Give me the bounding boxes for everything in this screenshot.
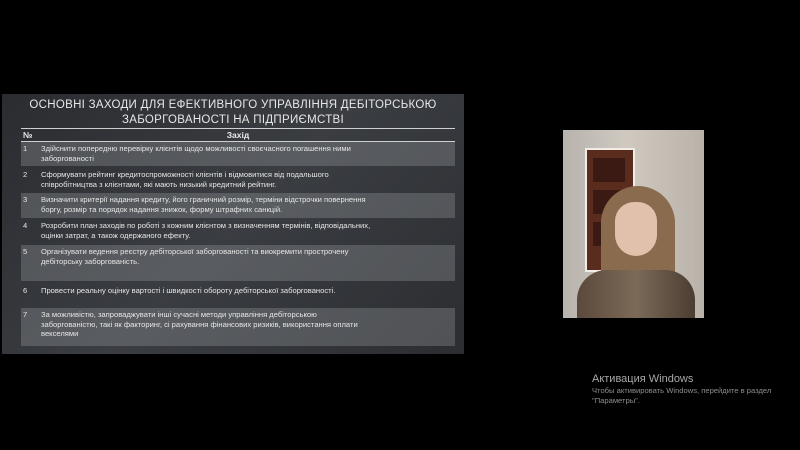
- row-text-line: боргу, розмір та порядок надання знижок, форму штрафних санкцій.: [41, 204, 283, 214]
- table-row: [21, 245, 455, 281]
- row-text: [41, 286, 451, 296]
- row-text-line: заборгованістю, такі як факторинг, сі рахування фінансових ризиків, використання оплати: [41, 319, 358, 329]
- door-pane: [593, 158, 625, 182]
- row-number: 6: [23, 286, 28, 295]
- table-row: [21, 142, 455, 166]
- row-number: 1: [23, 144, 28, 153]
- table-row: [21, 308, 455, 346]
- watermark-line-2: "Параметры".: [592, 396, 640, 405]
- row-text-line: Здійснити попередню перевірку клієнтів щодо можливості своєчасного погашення ними: [41, 144, 351, 153]
- row-text-line: співробітництва з клієнтами, які мають низький кредитний рейтинг.: [41, 179, 277, 189]
- table-row: [21, 219, 455, 243]
- row-text-line: оцінки затрат, а також одержаного ефекту.: [41, 230, 191, 240]
- row-text: [41, 170, 451, 189]
- row-text-line: Розробити план заходів по роботі з кожним клієнтом з визначенням термінів, відповідальних,: [41, 221, 371, 230]
- row-number: 5: [23, 247, 28, 256]
- participant-shirt: [577, 270, 695, 318]
- row-text: [41, 310, 451, 339]
- row-number: 7: [23, 310, 28, 319]
- slide-title-line-2: ЗАБОРГОВАНОСТІ НА ПІДПРИЄМСТВІ: [121, 114, 344, 126]
- table-header: [21, 128, 455, 142]
- presentation-slide: [2, 94, 464, 354]
- participant-video-tile[interactable]: [563, 130, 704, 318]
- table-row: [21, 168, 455, 192]
- table-row: [21, 193, 455, 218]
- windows-activation-watermark: [592, 372, 771, 406]
- row-text: [41, 195, 451, 214]
- row-text-line: Організувати ведення реєстру дебіторської заборгованості та виокремити прострочену: [41, 247, 349, 256]
- row-text-line: векселями: [41, 329, 79, 339]
- row-number: 4: [23, 221, 28, 230]
- row-text-line: Провести реальну оцінку вартості і швидкості обороту дебіторської заборгованості.: [41, 286, 336, 295]
- slide-title-line-1: ОСНОВНІ ЗАХОДИ ДЛЯ ЕФЕКТИВНОГО УПРАВЛІННЯ ДЕБІТОРСЬКОЮ: [29, 99, 437, 111]
- row-text: [41, 247, 451, 266]
- row-text-line: За можливістю, запроваджувати інші сучасні методи управління дебіторською: [41, 310, 317, 319]
- column-header-measure: Захід: [226, 130, 250, 140]
- slide-title: [2, 98, 464, 128]
- row-number: 3: [23, 195, 28, 204]
- watermark-line-1: Чтобы активировать Windows, перейдите в раздел: [592, 386, 772, 395]
- watermark-title: Активация Windows: [592, 373, 694, 385]
- row-text: [41, 144, 451, 163]
- row-text-line: Визначити критерії надання кредиту, його граничний розмір, терміни відстрочки повернення: [41, 195, 366, 204]
- row-number: 2: [23, 170, 28, 179]
- row-text: [41, 221, 451, 240]
- table-row: [21, 284, 455, 304]
- column-header-number: №: [23, 130, 33, 140]
- participant-face: [615, 202, 657, 256]
- row-text-line: заборгованості: [41, 153, 94, 163]
- row-text-line: Сформувати рейтинг кредитоспроможності клієнтів і відмовитися від подальшого: [41, 170, 329, 179]
- row-text-line: дебіторську заборгованість.: [41, 256, 140, 266]
